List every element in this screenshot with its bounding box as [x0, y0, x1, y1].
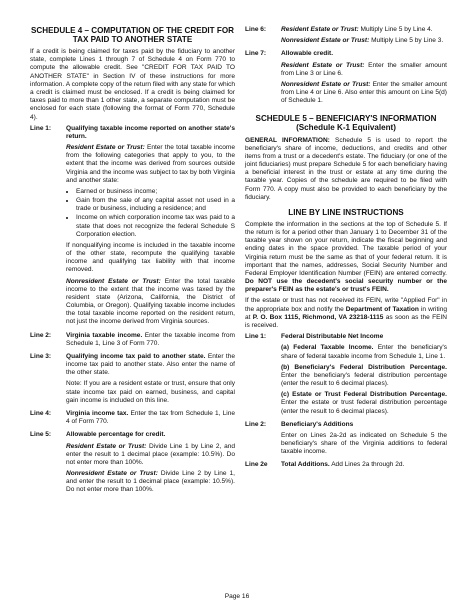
right-column [245, 26, 447, 475]
line1-resident: Resident Estate or Trust: Enter the total taxable income from the following categories that apply to you, to the extent that the income was derived from sources outside Virginia and the income was subject to tax by both Virginia and another state: [66, 144, 235, 184]
s5-line2e-text: Total Additions. Add Lines 2a through 2d. [281, 461, 405, 469]
left-column [30, 26, 235, 500]
s5-line1-title: Federal Distributable Net Income [281, 333, 384, 341]
line3-label: Line 3: [30, 352, 52, 360]
list-item: • Gain from the sale of any capital asset not used in a trade or business, including a residence; and [76, 197, 235, 213]
line1-bullets [66, 188, 235, 239]
line1-nonqualifying: If nonqualifying income is included in the taxable income of the other state, recompute the qualifying taxable income and qualifying tax liability with that income removed. [66, 241, 235, 274]
schedule5-heading: SCHEDULE 5 – BENEFICIARY'S INFORMATION (Schedule K-1 Equivalent) [255, 114, 437, 133]
lbl-paragraph1: Complete the information in the sections at the top of Schedule 5. If the return is for a period other than January 1 to December 31 of the taxable year shown on your return, indicate the fiscal beginning and ending dates in the space provided. The taxable period of your Virginia return must be the same as that of your federal return. It is important that the names, addresses, Social Security Number and Federal Employer Identification Number (FEIN) are entered correctly. Do NOT use the decedent's social security number or the preparer's FEIN as the estate's or trust's FEIN. [245, 220, 447, 294]
line1-block [30, 125, 235, 330]
s5-line1-label: Line 1: [245, 333, 267, 341]
s5-line2-label: Line 2: [245, 420, 267, 428]
s5-line1-c: (c) Estate or Trust Federal Distribution Percentage. Enter the estate or trust federal distribution percentage (enter the result to 6 decimal places). [281, 391, 447, 415]
line3-block [30, 353, 235, 408]
s5-line2e-label: Line 2e [245, 461, 268, 469]
line7-resident: Resident Estate or Trust: Enter the smaller amount from Line 3 or Line 6. [281, 61, 447, 77]
line5-block [30, 431, 235, 497]
line4-label: Line 4: [30, 410, 52, 417]
line3-text: Qualifying income tax paid to another state. Enter the income tax paid to another state. Also enter the name of the other state. [66, 352, 235, 377]
s5-line2-block [245, 421, 447, 460]
s5-line2-text: Enter on Lines 2a-2d as indicated on Schedule 5 the beneficiary's share of the Virginia additions to federal taxable income. [281, 431, 447, 456]
s5-line1-block [245, 333, 447, 419]
line2-text: Virginia taxable income. Enter the taxable income from Schedule 1, Line 3 of Form 770. [66, 331, 235, 347]
line7-title: Allowable credit. [281, 50, 334, 58]
list-item: • Income on which corporation income tax was paid to a state that does not recognize the federal Schedule S Corporation election. [76, 214, 235, 239]
general-information: GENERAL INFORMATION: Schedule 5 is used to report the beneficiary's share of income, deductions, and credits and other items from a trust or a decedent's estate. The fiduciary (or one of the joint fiduciaries) must prepare Schedule 5 for each beneficiary having a beneficial interest in the trust or estate at any time during the taxable year. Copies of the schedule are required to be filed with Form 770. A copy must also be provided to each beneficiary by the fiduciary. [245, 136, 447, 201]
line6-nonresident: Nonresident Estate or Trust: Multiply Line 5 by Line 3. [281, 37, 444, 45]
line5-title: Allowable percentage for credit. [66, 431, 166, 439]
line-by-line-heading: LINE BY LINE INSTRUCTIONS [288, 207, 404, 217]
line4-text: Virginia income tax. Enter the tax from Schedule 1, Line 4 of Form 770. [66, 410, 235, 426]
s5-line2e-block [245, 461, 447, 472]
s5-line2-title: Beneficiary's Additions [281, 420, 354, 428]
line5-nonresident: Nonresident Estate or Trust: Divide Line 2 by Line 1, and enter the result to 1 decimal place (example: 10.5%). Do not enter more than 100%. [66, 470, 235, 494]
list-item: • Earned or business income; [76, 188, 235, 196]
line3-note: Note: If you are a resident estate or trust, ensure that only state income tax paid on earned, business, and capital gain income is included on this line. [66, 380, 235, 404]
page-number: Page 16 [224, 593, 250, 600]
line7-nonresident: Nonresident Estate or Trust: Enter the smaller amount from Line 4 or Line 6. Also enter this amount on Line 5(d) of Schedule 1. [281, 80, 448, 105]
line5-label: Line 5: [30, 431, 52, 439]
s5-line1-a: (a) Federal Taxable Income. Enter the beneficiary's share of federal taxable income from Schedule 1, Line 1. [281, 344, 447, 360]
line2-block [30, 332, 235, 351]
schedule4-heading: SCHEDULE 4 – COMPUTATION OF THE CREDIT FOR TAX PAID TO ANOTHER STATE [31, 26, 234, 45]
s5-line1-b: (b) Beneficiary's Federal Distribution Percentage. Enter the beneficiary's federal distribution percentage (enter the result to 6 decimal places). [281, 363, 447, 388]
line7-block [245, 50, 447, 108]
line6-resident: Resident Estate or Trust: Multiply Line 5 by Line 4. [281, 26, 433, 33]
line1-label: Line 1: [30, 124, 52, 132]
line2-label: Line 2: [30, 331, 52, 339]
line5-resident: Resident Estate or Trust: Divide Line 1 by Line 2, and enter the result to 1 decimal place (example: 10.5%). Do not enter more than 100%. [66, 442, 235, 466]
schedule4-intro: If a credit is being claimed for taxes paid by the fiduciary to another state, complete Lines 1 through 7 of Schedule 4 on Form 770 to compute the allowable credit. See "CREDIT FOR TAX PAID TO ANOTHER STATE" in Section IV of these instructions for more information. A complete copy of the return filed with any state for which a credit is claimed must be enclosed. If a credit is being claimed for taxes paid to more than 1 other state, a separate computation must be enclosed for each state (following the format of Form 770, Schedule 4). [30, 48, 235, 121]
lbl-paragraph2: If the estate or trust has not received its FEIN, write "Applied For" in the appropriate box and notify the Department of Taxation in writing at P. O. Box 1115, Richmond, VA 23218-1115 as soon as the FEIN is received. [245, 297, 448, 329]
line1-title: Qualifying taxable income reported on another state's return. [66, 124, 235, 140]
line1-nonresident: Nonresident Estate or Trust: Enter the total taxable income to the extent that the income was taxed by the resident state (Arizona, California, the District of Columbia, or Oregon). Qualifying taxable income includes the total taxable income reported on the resident return, not just the income derived from Virginia sources. [66, 277, 235, 326]
line6-label: Line 6: [245, 26, 267, 33]
line4-block [30, 410, 235, 429]
line6-block [245, 26, 447, 48]
line7-label: Line 7: [245, 50, 267, 58]
